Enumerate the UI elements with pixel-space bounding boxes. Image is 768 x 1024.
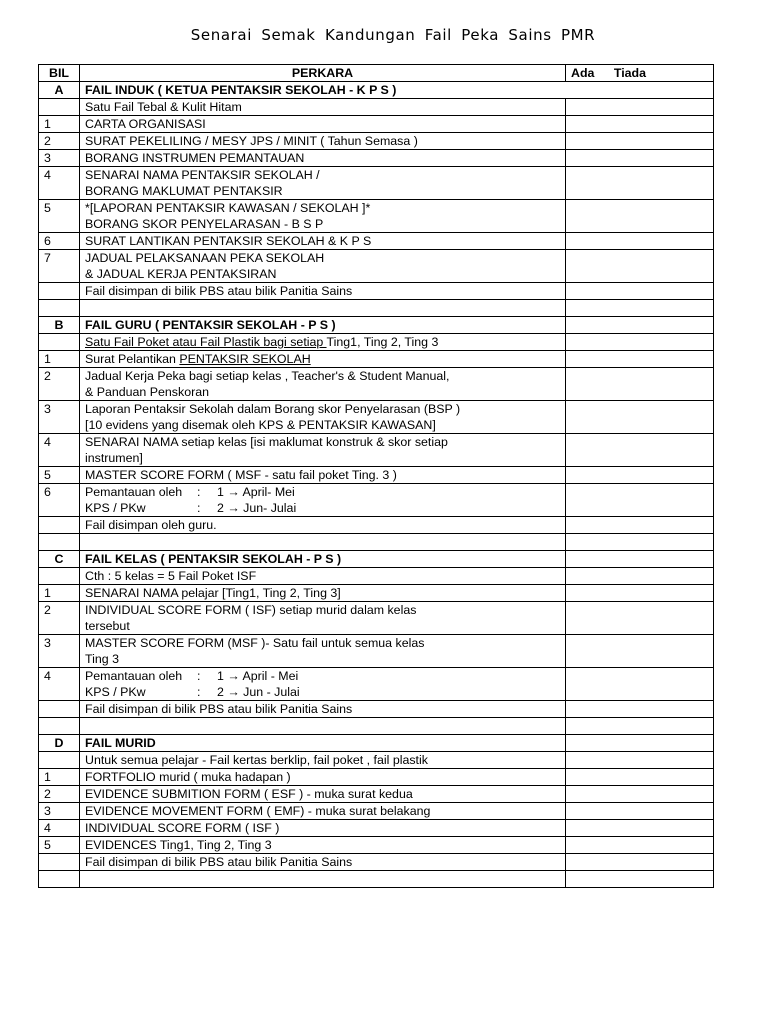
check-cell[interactable]	[566, 769, 714, 786]
check-cell[interactable]	[566, 585, 714, 602]
row-number: 4	[39, 668, 80, 701]
row-number: 6	[39, 484, 80, 517]
table-row	[39, 517, 714, 534]
table-row	[39, 116, 714, 133]
row-number: 1	[39, 351, 80, 368]
row-text: FORTFOLIO murid ( muka hadapan )	[80, 769, 566, 786]
check-cell[interactable]	[566, 854, 714, 871]
check-cell[interactable]	[566, 701, 714, 718]
section-letter: A	[39, 82, 80, 99]
table-row	[39, 133, 714, 150]
row-number: 3	[39, 150, 80, 167]
table-row	[39, 484, 714, 517]
section-letter: C	[39, 551, 80, 568]
check-cell[interactable]	[566, 517, 714, 534]
row-text: EVIDENCE MOVEMENT FORM ( EMF) - muka surat belakang	[80, 803, 566, 820]
spacer-row	[39, 534, 714, 551]
check-cell[interactable]	[566, 283, 714, 300]
row-text: Pemantauan oleh : 1 → April - Mei KPS / PKw : 2 → Jun - Julai	[80, 668, 566, 701]
check-cell[interactable]	[566, 133, 714, 150]
table-row	[39, 334, 714, 351]
check-cell[interactable]	[566, 467, 714, 484]
spacer-row	[39, 718, 714, 735]
row-text: *[LAPORAN PENTAKSIR KAWASAN / SEKOLAH ]* BORANG SKOR PENYELARASAN - B S P	[80, 200, 566, 233]
row-number: 5	[39, 200, 80, 233]
section-d-row	[39, 735, 714, 752]
row-text: Jadual Kerja Peka bagi setiap kelas , Teacher's & Student Manual, & Panduan Penskoran	[80, 368, 566, 401]
check-cell[interactable]	[566, 200, 714, 233]
check-cell[interactable]	[566, 668, 714, 701]
table-row	[39, 701, 714, 718]
row-number: 2	[39, 602, 80, 635]
table-row	[39, 585, 714, 602]
row-text: MASTER SCORE FORM (MSF )- Satu fail untuk semua kelas Ting 3	[80, 635, 566, 668]
row-number: 4	[39, 434, 80, 467]
check-cell[interactable]	[566, 568, 714, 585]
table-row	[39, 602, 714, 635]
check-cell[interactable]	[566, 250, 714, 283]
row-text: INDIVIDUAL SCORE FORM ( ISF )	[80, 820, 566, 837]
row-text: BORANG INSTRUMEN PEMANTAUAN	[80, 150, 566, 167]
row-text: SENARAI NAMA pelajar [Ting1, Ting 2, Ting 3]	[80, 585, 566, 602]
row-number: 3	[39, 401, 80, 434]
table-row	[39, 769, 714, 786]
row-text: JADUAL PELAKSANAAN PEKA SEKOLAH & JADUAL KERJA PENTAKSIRAN	[80, 250, 566, 283]
table-row	[39, 467, 714, 484]
table-row	[39, 368, 714, 401]
row-number: 6	[39, 233, 80, 250]
table-row	[39, 786, 714, 803]
row-text: Surat Pelantikan PENTAKSIR SEKOLAH	[80, 351, 566, 368]
table-row	[39, 668, 714, 701]
header-perkara: PERKARA	[80, 65, 566, 82]
checklist-table	[38, 64, 714, 888]
page-title: Senarai Semak Kandungan Fail Peka Sains PMR	[190, 26, 596, 44]
check-cell[interactable]	[566, 602, 714, 635]
section-a-row	[39, 82, 714, 99]
row-text: Satu Fail Tebal & Kulit Hitam	[80, 99, 566, 116]
row-number: 2	[39, 786, 80, 803]
section-c-row	[39, 551, 714, 568]
section-heading: FAIL KELAS ( PENTAKSIR SEKOLAH - P S )	[80, 551, 566, 568]
check-cell[interactable]	[566, 735, 714, 752]
section-b-row	[39, 317, 714, 334]
spacer-row	[39, 871, 714, 888]
check-cell[interactable]	[566, 635, 714, 668]
check-cell[interactable]	[566, 551, 714, 568]
table-row	[39, 351, 714, 368]
row-text: SURAT LANTIKAN PENTAKSIR SEKOLAH & K P S	[80, 233, 566, 250]
table-row	[39, 854, 714, 871]
section-letter: B	[39, 317, 80, 334]
row-text: EVIDENCE SUBMITION FORM ( ESF ) - muka surat kedua	[80, 786, 566, 803]
row-number: 5	[39, 837, 80, 854]
row-text: INDIVIDUAL SCORE FORM ( ISF) setiap murid dalam kelas tersebut	[80, 602, 566, 635]
row-text: EVIDENCES Ting1, Ting 2, Ting 3	[80, 837, 566, 854]
header-row	[39, 65, 714, 82]
check-cell[interactable]	[566, 837, 714, 854]
header-ada-tiada: Ada Tiada	[566, 65, 714, 82]
section-heading: FAIL MURID	[80, 735, 566, 752]
check-cell[interactable]	[566, 233, 714, 250]
table-row	[39, 283, 714, 300]
table-row	[39, 401, 714, 434]
section-letter: D	[39, 735, 80, 752]
row-text: Laporan Pentaksir Sekolah dalam Borang skor Penyelarasan (BSP ) [10 evidens yang disemak oleh KPS & PENTAKSIR KAWASAN]	[80, 401, 566, 434]
check-cell[interactable]	[566, 150, 714, 167]
row-number: 2	[39, 133, 80, 150]
row-text: SENARAI NAMA PENTAKSIR SEKOLAH / BORANG MAKLUMAT PENTAKSIR	[80, 167, 566, 200]
row-number: 3	[39, 635, 80, 668]
table-row	[39, 635, 714, 668]
check-cell[interactable]	[566, 334, 714, 351]
table-row	[39, 167, 714, 200]
check-cell[interactable]	[566, 484, 714, 517]
table-row	[39, 568, 714, 585]
check-cell[interactable]	[566, 99, 714, 116]
table-row	[39, 752, 714, 769]
row-text: Satu Fail Poket atau Fail Plastik bagi setiap Ting1, Ting 2, Ting 3	[80, 334, 566, 351]
check-cell[interactable]	[566, 820, 714, 837]
table-row	[39, 820, 714, 837]
row-number: 5	[39, 467, 80, 484]
row-note: Fail disimpan oleh guru.	[80, 517, 566, 534]
row-note: Fail disimpan di bilik PBS atau bilik Panitia Sains	[80, 701, 566, 718]
check-cell[interactable]	[566, 368, 714, 401]
table-row	[39, 233, 714, 250]
check-cell[interactable]	[566, 351, 714, 368]
row-text: SURAT PEKELILING / MESY JPS / MINIT ( Tahun Semasa )	[80, 133, 566, 150]
check-cell[interactable]	[566, 401, 714, 434]
check-cell[interactable]	[566, 317, 714, 334]
row-number: 1	[39, 769, 80, 786]
check-cell[interactable]	[566, 116, 714, 133]
check-cell[interactable]	[566, 803, 714, 820]
table-row	[39, 99, 714, 116]
table-row	[39, 200, 714, 233]
spacer-row	[39, 300, 714, 317]
table-row	[39, 250, 714, 283]
check-cell[interactable]	[566, 167, 714, 200]
row-text: CARTA ORGANISASI	[80, 116, 566, 133]
row-number: 1	[39, 585, 80, 602]
section-heading: FAIL INDUK ( KETUA PENTAKSIR SEKOLAH - K P S )	[80, 82, 714, 99]
row-text: Pemantauan oleh : 1 → April- Mei KPS / PKw : 2 → Jun- Julai	[80, 484, 566, 517]
check-cell[interactable]	[566, 752, 714, 769]
row-number: 4	[39, 820, 80, 837]
row-number: 4	[39, 167, 80, 200]
row-text: MASTER SCORE FORM ( MSF - satu fail poket Ting. 3 )	[80, 467, 566, 484]
row-text: Untuk semua pelajar - Fail kertas berklip, fail poket , fail plastik	[80, 752, 566, 769]
row-number: 3	[39, 803, 80, 820]
row-note: Fail disimpan di bilik PBS atau bilik Panitia Sains	[80, 854, 566, 871]
header-bil: BIL	[39, 65, 80, 82]
check-cell[interactable]	[566, 786, 714, 803]
table-row	[39, 837, 714, 854]
row-text: Cth : 5 kelas = 5 Fail Poket ISF	[80, 568, 566, 585]
row-number: 1	[39, 116, 80, 133]
section-heading: FAIL GURU ( PENTAKSIR SEKOLAH - P S )	[80, 317, 566, 334]
table-row	[39, 803, 714, 820]
row-number: 2	[39, 368, 80, 401]
row-number: 7	[39, 250, 80, 283]
check-cell[interactable]	[566, 434, 714, 467]
table-row	[39, 150, 714, 167]
table-row	[39, 434, 714, 467]
row-note: Fail disimpan di bilik PBS atau bilik Panitia Sains	[80, 283, 566, 300]
row-text: SENARAI NAMA setiap kelas [isi maklumat konstruk & skor setiap instrumen]	[80, 434, 566, 467]
